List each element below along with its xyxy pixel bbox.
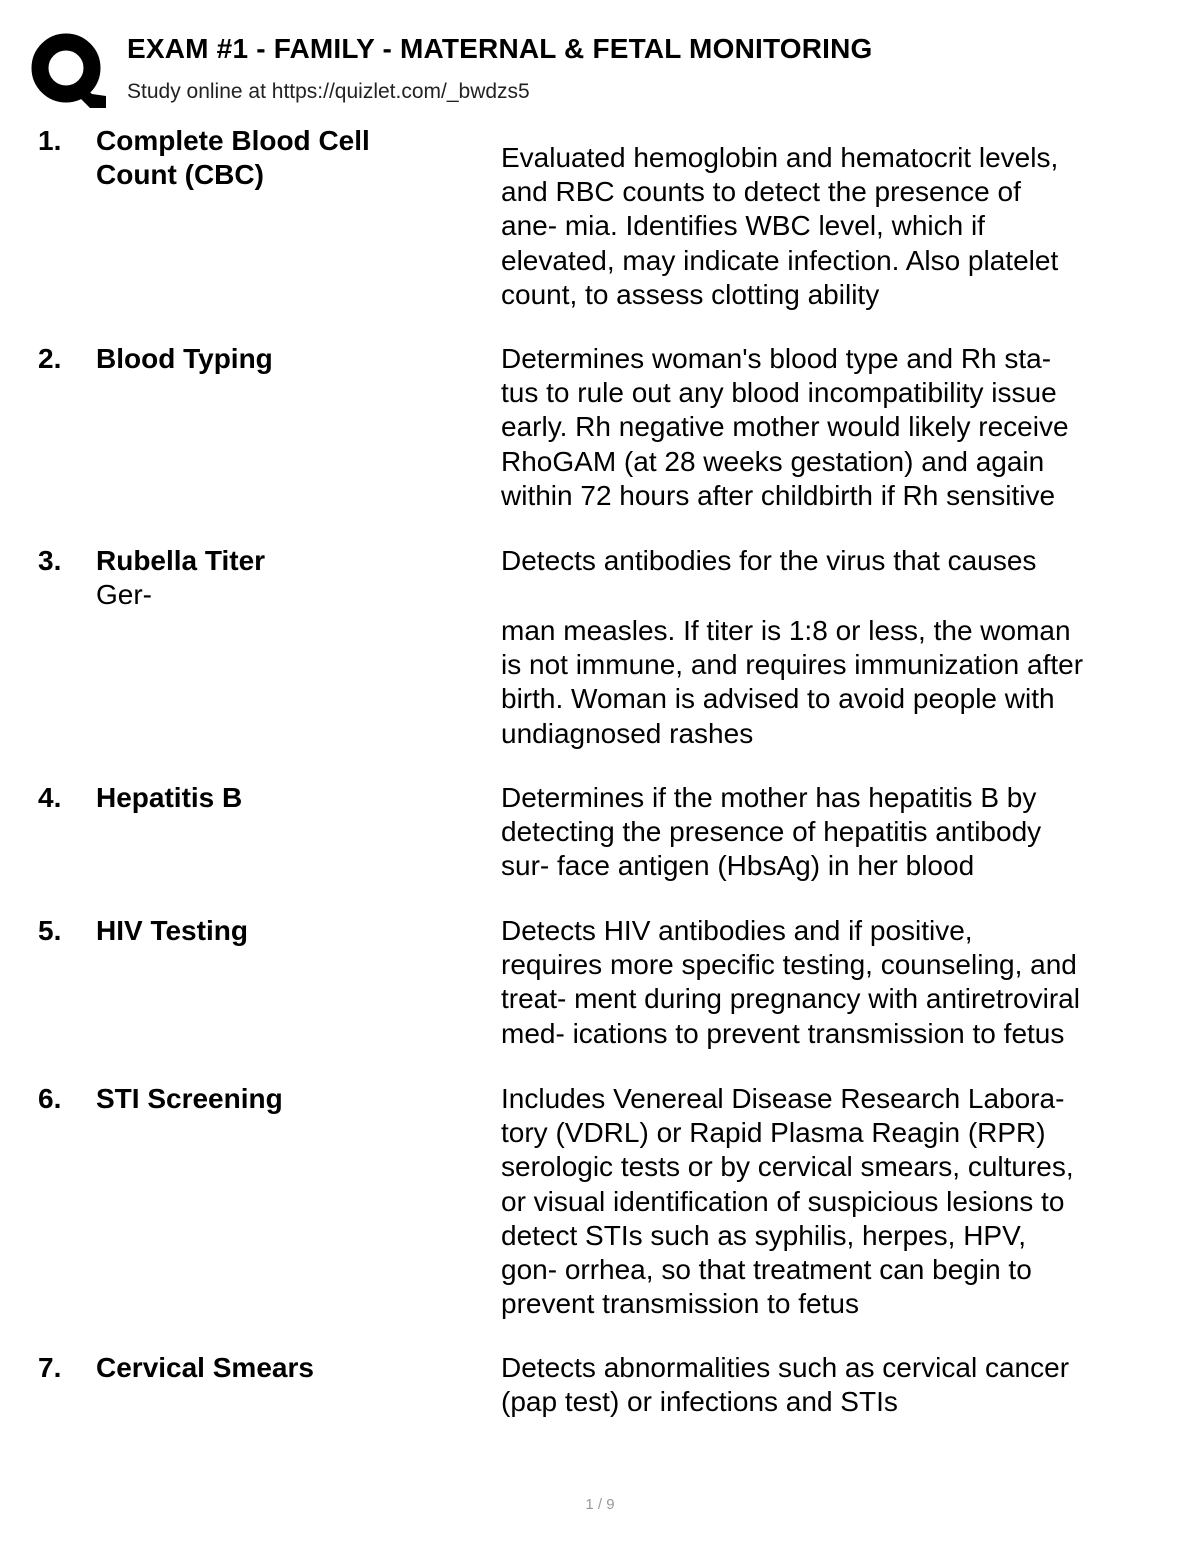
definition-line: Includes Venereal Disease Research Labora- bbox=[501, 1083, 1065, 1114]
definition-line: med- ications to prevent transmission to fetus bbox=[501, 1017, 1065, 1049]
definition-line: RhoGAM (at 28 weeks gestation) and again bbox=[501, 445, 1045, 477]
page-number: 1 / 9 bbox=[585, 1496, 615, 1513]
definition-line: Detects abnormalities such as cervical cancer bbox=[501, 1352, 1070, 1383]
flashcard-row bbox=[0, 124, 1200, 324]
definition-line: detecting the presence of hepatitis antibody bbox=[501, 816, 1042, 848]
definition-line: Evaluated hemoglobin and hematocrit levels, bbox=[501, 142, 1059, 173]
definition-line: elevated, may indicate infection. Also platelet bbox=[501, 244, 1059, 276]
definition-line: within 72 hours after childbirth if Rh sensitive bbox=[501, 479, 1056, 511]
flashcard-row bbox=[0, 342, 1200, 522]
term-line: Cervical Smears bbox=[96, 1352, 314, 1383]
card-number: 3. bbox=[38, 545, 62, 576]
definition-line: or visual identification of suspicious lesions to bbox=[501, 1185, 1065, 1217]
card-number: 4. bbox=[38, 782, 62, 813]
card-definition bbox=[501, 1082, 1181, 1321]
definition-line: requires more specific testing, counseling, and bbox=[501, 949, 1077, 981]
definition-line: undiagnosed rashes bbox=[501, 717, 754, 749]
term-line: Hepatitis B bbox=[96, 782, 243, 813]
card-definition bbox=[501, 544, 1181, 578]
study-link[interactable]: Study online at https://quizlet.com/_bwdzs5 bbox=[127, 80, 530, 103]
card-number: 7. bbox=[38, 1352, 62, 1383]
card-term bbox=[96, 914, 456, 948]
card-term bbox=[96, 781, 456, 815]
definition-line: sur- face antigen (HbsAg) in her blood bbox=[501, 850, 975, 882]
definition-line: is not immune, and requires immunization after bbox=[501, 649, 1084, 681]
flashcard-row bbox=[0, 1082, 1200, 1332]
definition-line: Determines if the mother has hepatitis B by bbox=[501, 782, 1037, 813]
flashcard-row bbox=[0, 914, 1200, 1059]
term-line: Blood Typing bbox=[96, 343, 273, 374]
definition-line: Detects HIV antibodies and if positive, bbox=[501, 915, 973, 946]
definition-line: prevent transmission to fetus bbox=[501, 1288, 859, 1320]
definition-line: detect STIs such as syphilis, herpes, HPV, bbox=[501, 1219, 1026, 1251]
flashcard-row bbox=[0, 781, 1200, 891]
definition-line: Detects antibodies for the virus that causes bbox=[501, 545, 1037, 576]
definition-line: serologic tests or by cervical smears, cultures, bbox=[501, 1151, 1074, 1183]
definition-line: tus to rule out any blood incompatibility issue bbox=[501, 377, 1057, 409]
definition-line: gon- orrhea, so that treatment can begin to bbox=[501, 1254, 1032, 1286]
card-term bbox=[96, 544, 456, 578]
card-number: 1. bbox=[38, 125, 62, 156]
card-number: 5. bbox=[38, 915, 62, 946]
term-line: STI Screening bbox=[96, 1083, 283, 1114]
definition-line: ane- mia. Identifies WBC level, which if bbox=[501, 210, 985, 242]
definition-line: Determines woman's blood type and Rh sta- bbox=[501, 343, 1052, 374]
definition-line: count, to assess clotting ability bbox=[501, 278, 880, 310]
quizlet-logo-icon bbox=[30, 32, 106, 108]
definition-line: treat- ment during pregnancy with antiretroviral bbox=[501, 983, 1080, 1015]
definition-line: man measles. If titer is 1:8 or less, the woman bbox=[501, 615, 1071, 646]
card-definition bbox=[501, 1351, 1181, 1419]
card-definition bbox=[501, 141, 1181, 312]
term-line: HIV Testing bbox=[96, 915, 248, 946]
card-definition bbox=[501, 914, 1181, 1051]
document-title: EXAM #1 - FAMILY - MATERNAL & FETAL MONITORING bbox=[127, 33, 873, 64]
term-continuation: Ger- bbox=[96, 579, 152, 610]
card-definition bbox=[501, 781, 1181, 884]
definition-line: birth. Woman is advised to avoid people with bbox=[501, 683, 1055, 715]
card-number: 6. bbox=[38, 1083, 62, 1114]
term-line: Count (CBC) bbox=[96, 159, 264, 190]
definition-line: tory (VDRL) or Rapid Plasma Reagin (RPR) bbox=[501, 1117, 1046, 1149]
card-term bbox=[96, 342, 456, 376]
card-term bbox=[96, 1082, 456, 1116]
term-line: Complete Blood Cell bbox=[96, 125, 370, 156]
card-definition bbox=[501, 342, 1181, 513]
flashcard-row bbox=[0, 544, 1200, 754]
definition-line: and RBC counts to detect the presence of bbox=[501, 176, 1021, 208]
definition-line: early. Rh negative mother would likely receive bbox=[501, 411, 1069, 443]
card-term bbox=[96, 124, 456, 192]
flashcard-row bbox=[0, 1351, 1200, 1431]
card-term bbox=[96, 1351, 456, 1385]
term-line: Rubella Titer bbox=[96, 545, 266, 576]
definition-line: (pap test) or infections and STIs bbox=[501, 1386, 898, 1418]
card-definition-continued bbox=[501, 614, 1181, 751]
card-number: 2. bbox=[38, 343, 62, 374]
